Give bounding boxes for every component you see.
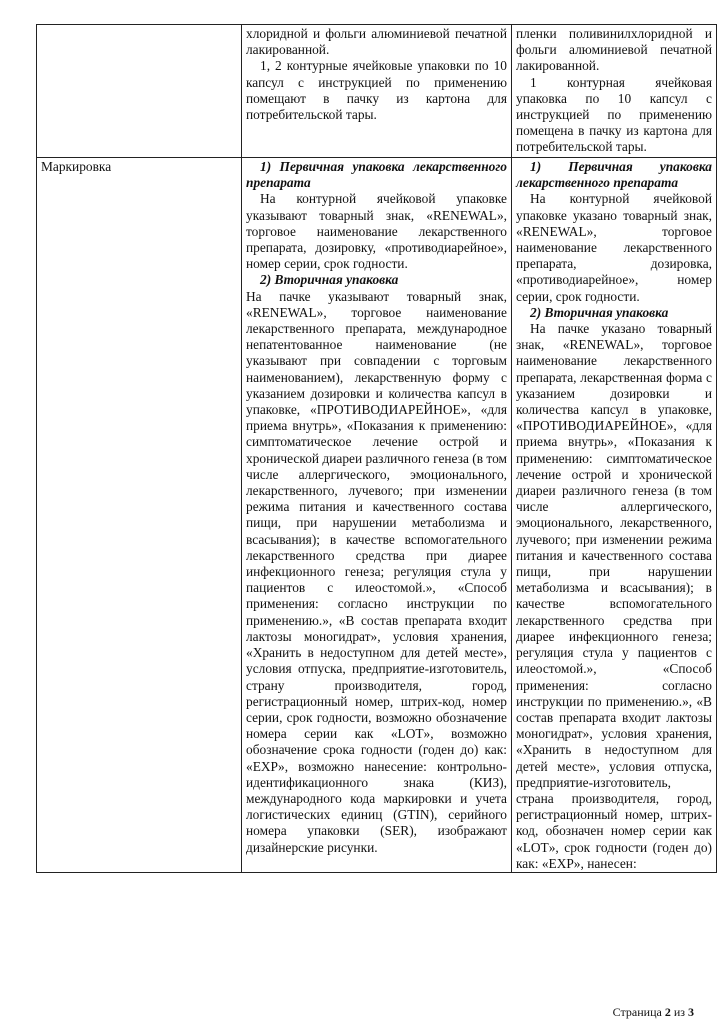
section-heading: 1) Первичная упаковка лекарственного препарата: [246, 159, 507, 191]
paragraph: На пачке указывают товарный знак, «RENEWAL», торговое наименование лекарственного препарата, международное непатентованное наименование (не указывают при совпадении с торговым наименованием), лекарственную форму с указанием дозировки и количества капсул в упаковке, «ПРОТИВОДИАРЕЙНОЕ», «для приема внутрь», «Показания к применению: симптоматическое лечение острой и хронической диареи различного генеза (в том числе аллергического, эмоционального, лекарственного, лучевого; при изменении режима питания и качественного состава пищи, при нарушении метаболизма и всасывания); в качестве вспомогательного лекарственного средства при диарее инфекционного генеза; регуляция стула у пациентов с илеостомой.», «Способ применения: согласно инструкции по применению.», «В состав препарата входит лактозы моногидрат», условия хранения, «Хранить в недоступном для детей месте», условия отпуска, предприятие-изготовитель, страну производителя, город, регистрационный номер, штрих-код, номер серии, срок годности, возможно обозначение номера серии как «LOT», возможно обозначение срока годности (годен до) как: «EXP», возможно нанесение: контрольно-идентификационного знака (КИЗ), международного кода маркировки и учета логистических единиц (GTIN), серийного номера упаковки (SER), изображают дизайнерские рисунки.: [246, 288, 507, 855]
page-number: 2: [664, 1005, 671, 1019]
revised-text-cell: [512, 158, 717, 873]
document-table: [36, 24, 717, 873]
paragraph: На контурной ячейковой упаковке указано товарный знак, «RENEWAL», торговое наименование лекарственного препарата, дозировка, «противодиарейное», номер серии, срок годности.: [516, 191, 712, 304]
original-text-cell: [242, 158, 512, 873]
paragraph: хлоридной и фольги алюминиевой печатной лакированной.: [246, 26, 507, 58]
row-label-cell: [37, 25, 242, 158]
section-heading: 2) Вторичная упаковка: [260, 272, 399, 288]
table-row: [37, 25, 717, 158]
table-row: [37, 158, 717, 873]
page-total: 3: [688, 1005, 694, 1019]
page-of: из: [673, 1005, 685, 1019]
page-footer: [613, 1005, 694, 1020]
original-text-cell: [242, 25, 512, 158]
paragraph: На пачке указано товарный знак, «RENEWAL», торговое наименование лекарственного препарата, лекарственная форма с указанием дозировки и количества капсул в упаковке, «ПРОТИВОДИАРЕЙНОЕ», «для приема внутрь», «Показания к применению: симптоматическое лечение острой и хронической диареи различного генеза (в том числе аллергического, эмоционального, лекарственного, лучевого; при изменении режима питания и качественного состава пищи, при нарушении метаболизма и всасывания); в качестве вспомогательного лекарственного средства при диарее инфекционного генеза; регуляция стула у пациентов с илеостомой.», «Способ применения: согласно инструкции по применению.», «В состав препарата входит лактозы моногидрат», условия хранения, «Хранить в недоступном для детей месте», условия отпуска, предприятие-изготовитель, страна производителя, город, регистрационный номер, штрих-код, обозначен номер серии как «LOT», срок годности (годен до) как: «EXP», нанесен:: [516, 321, 712, 871]
section-heading: 2) Вторичная упаковка: [530, 304, 669, 320]
paragraph: пленки поливинилхлоридной и фольги алюминиевой печатной лакированной.: [516, 26, 712, 74]
section-heading: 1) Первичная упаковка лекарственного препарата: [516, 159, 712, 191]
row-label: Маркировка: [41, 159, 112, 174]
paragraph: 1, 2 контурные ячейковые упаковки по 10 капсул с инструкцией по применению помещают в пачку из картона для потребительской тары.: [246, 58, 507, 123]
paragraph: 1 контурная ячейковая упаковка по 10 капсул с инструкцией по применению помещена в пачку из картона для потребительской тары.: [516, 74, 712, 155]
row-label-cell: [37, 158, 242, 873]
page-label: Страница: [612, 1005, 662, 1019]
paragraph: На контурной ячейковой упаковке указывают товарный знак, «RENEWAL», торговое наименование лекарственного препарата, дозировку, «противодиарейное», номер серии, срок годности.: [246, 191, 507, 272]
revised-text-cell: [512, 25, 717, 158]
